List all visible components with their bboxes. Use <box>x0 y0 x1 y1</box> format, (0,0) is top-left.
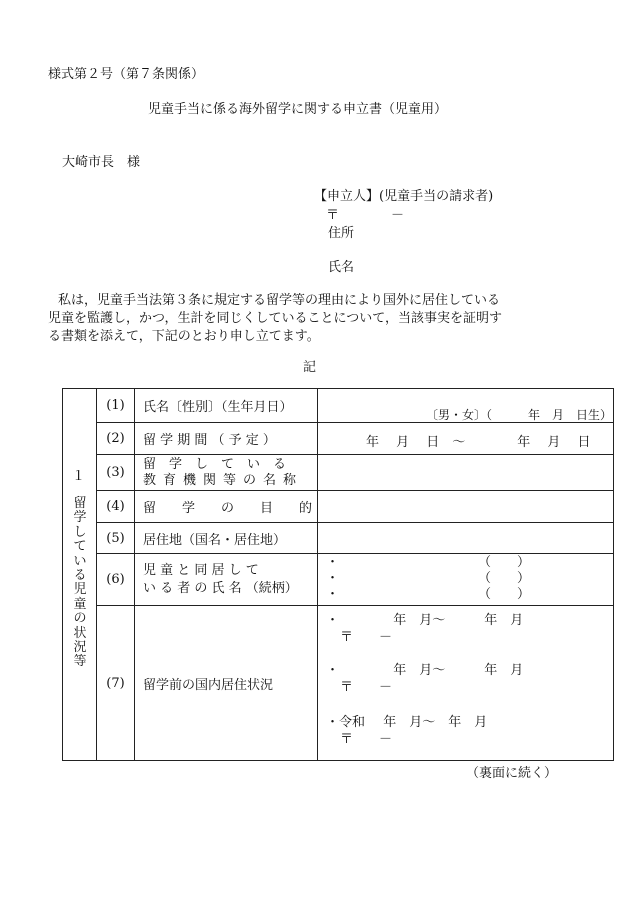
side-char: 状 <box>73 625 87 641</box>
relationship-parens <box>478 555 530 603</box>
row-number: (7) <box>97 606 135 761</box>
side-char: し <box>73 524 87 540</box>
bullet: ・ <box>326 587 340 602</box>
row-number: (5) <box>97 523 135 554</box>
bullet: ・ <box>326 663 340 678</box>
body-line-3: る書類を添えて，下記のとおり申し立てます。 <box>48 329 320 344</box>
row-number: (3) <box>97 455 135 491</box>
table-row <box>63 554 614 606</box>
table-row <box>63 455 614 491</box>
gender-birthdate: 〔男・女〕（ 年 月 日生） <box>426 408 613 422</box>
label-line: 児 童 と 同 居 し て <box>143 562 259 578</box>
continued-note: （裏面に続く） <box>466 766 558 781</box>
period-value: 年 月 日 ～ 年 月 日 <box>366 435 591 450</box>
residence-input[interactable] <box>318 523 614 554</box>
prior-postal-2: 〒 － <box>340 680 393 695</box>
row-number: (6) <box>97 554 135 606</box>
bullet: ・ <box>326 555 340 570</box>
row-label-cohabitant <box>135 554 318 606</box>
side-char: る <box>73 568 87 584</box>
form-number: 様式第２号（第７条関係） <box>48 67 205 82</box>
side-char: 児 <box>73 582 87 598</box>
side-char: 学 <box>73 510 87 526</box>
bullet: ・ <box>326 571 340 586</box>
side-number: １ <box>72 469 86 484</box>
side-char: い <box>73 553 87 569</box>
side-char: 童 <box>73 596 87 612</box>
addressee: 大崎市長 様 <box>62 155 141 170</box>
relationship-paren: （ ） <box>478 555 531 570</box>
institution-input[interactable] <box>318 455 614 491</box>
prior-postal-3: 〒 － <box>340 732 393 747</box>
table-row <box>63 491 614 523</box>
relationship-paren: （ ） <box>478 587 531 602</box>
side-label-vertical <box>71 497 89 670</box>
row-number: (4) <box>97 491 135 523</box>
row-label-name: 氏名〔性別〕（生年月日） <box>135 389 318 423</box>
bullet: ・ <box>326 613 340 628</box>
applicant-address-label: 住所 <box>328 226 355 241</box>
purpose-input[interactable] <box>318 491 614 523</box>
name-input[interactable] <box>318 389 614 423</box>
side-char: 況 <box>73 640 87 656</box>
row-label-period: 留 学 期 間 （ 予 定 ） <box>135 423 318 455</box>
period-text: 年 月～ 年 月 <box>393 613 524 628</box>
side-char: 留 <box>73 496 87 511</box>
side-label-cell <box>63 389 97 761</box>
row-label-institution <box>135 455 318 491</box>
row-label-residence: 居住地（国名・居住地） <box>135 523 318 554</box>
body-line-2: 児童を監護し，かつ，生計を同じくしていることについて，当該事実を証明す <box>48 311 502 326</box>
row-number: (2) <box>97 423 135 455</box>
row-number: (1) <box>97 389 135 423</box>
label-line: 留 学 し て い る <box>143 456 287 472</box>
side-char: て <box>73 539 87 555</box>
prior-residence-input[interactable] <box>318 606 614 761</box>
reiwa-prefix: ・令和 <box>326 715 366 730</box>
period-text: 年 月～ 年 月 <box>393 663 524 678</box>
ki-marker: 記 <box>303 360 317 375</box>
applicant-heading: 【申立人】(児童手当の請求者) <box>314 189 494 204</box>
applicant-postal: 〒 － <box>326 208 405 223</box>
applicant-name-label: 氏名 <box>328 260 355 275</box>
form-title: 児童手当に係る海外留学に関する申立書（児童用） <box>148 102 448 117</box>
period-text: 年 月～ 年 月 <box>383 715 488 730</box>
side-char: 等 <box>73 654 87 670</box>
status-table <box>62 388 614 761</box>
prior-postal-1: 〒 － <box>340 630 393 645</box>
row-label-prior-residence: 留学前の国内居住状況 <box>135 606 318 761</box>
table-row <box>63 606 614 761</box>
row-label-purpose: 留 学 の 目 的 <box>135 491 318 523</box>
table-row <box>63 523 614 554</box>
label-line: い る 者 の 氏 名 （続柄） <box>143 580 298 596</box>
relationship-paren: （ ） <box>478 571 531 586</box>
table-row <box>63 423 614 455</box>
table-row <box>63 389 614 423</box>
cohabitant-bullets <box>326 555 339 603</box>
label-line: 教育機関等の名称 <box>143 472 304 488</box>
cohabitant-input[interactable] <box>318 554 614 606</box>
period-input[interactable] <box>318 423 614 455</box>
side-char: の <box>73 611 87 627</box>
body-line-1: 私は，児童手当法第３条に規定する留学等の理由により国外に居住している <box>58 293 501 308</box>
